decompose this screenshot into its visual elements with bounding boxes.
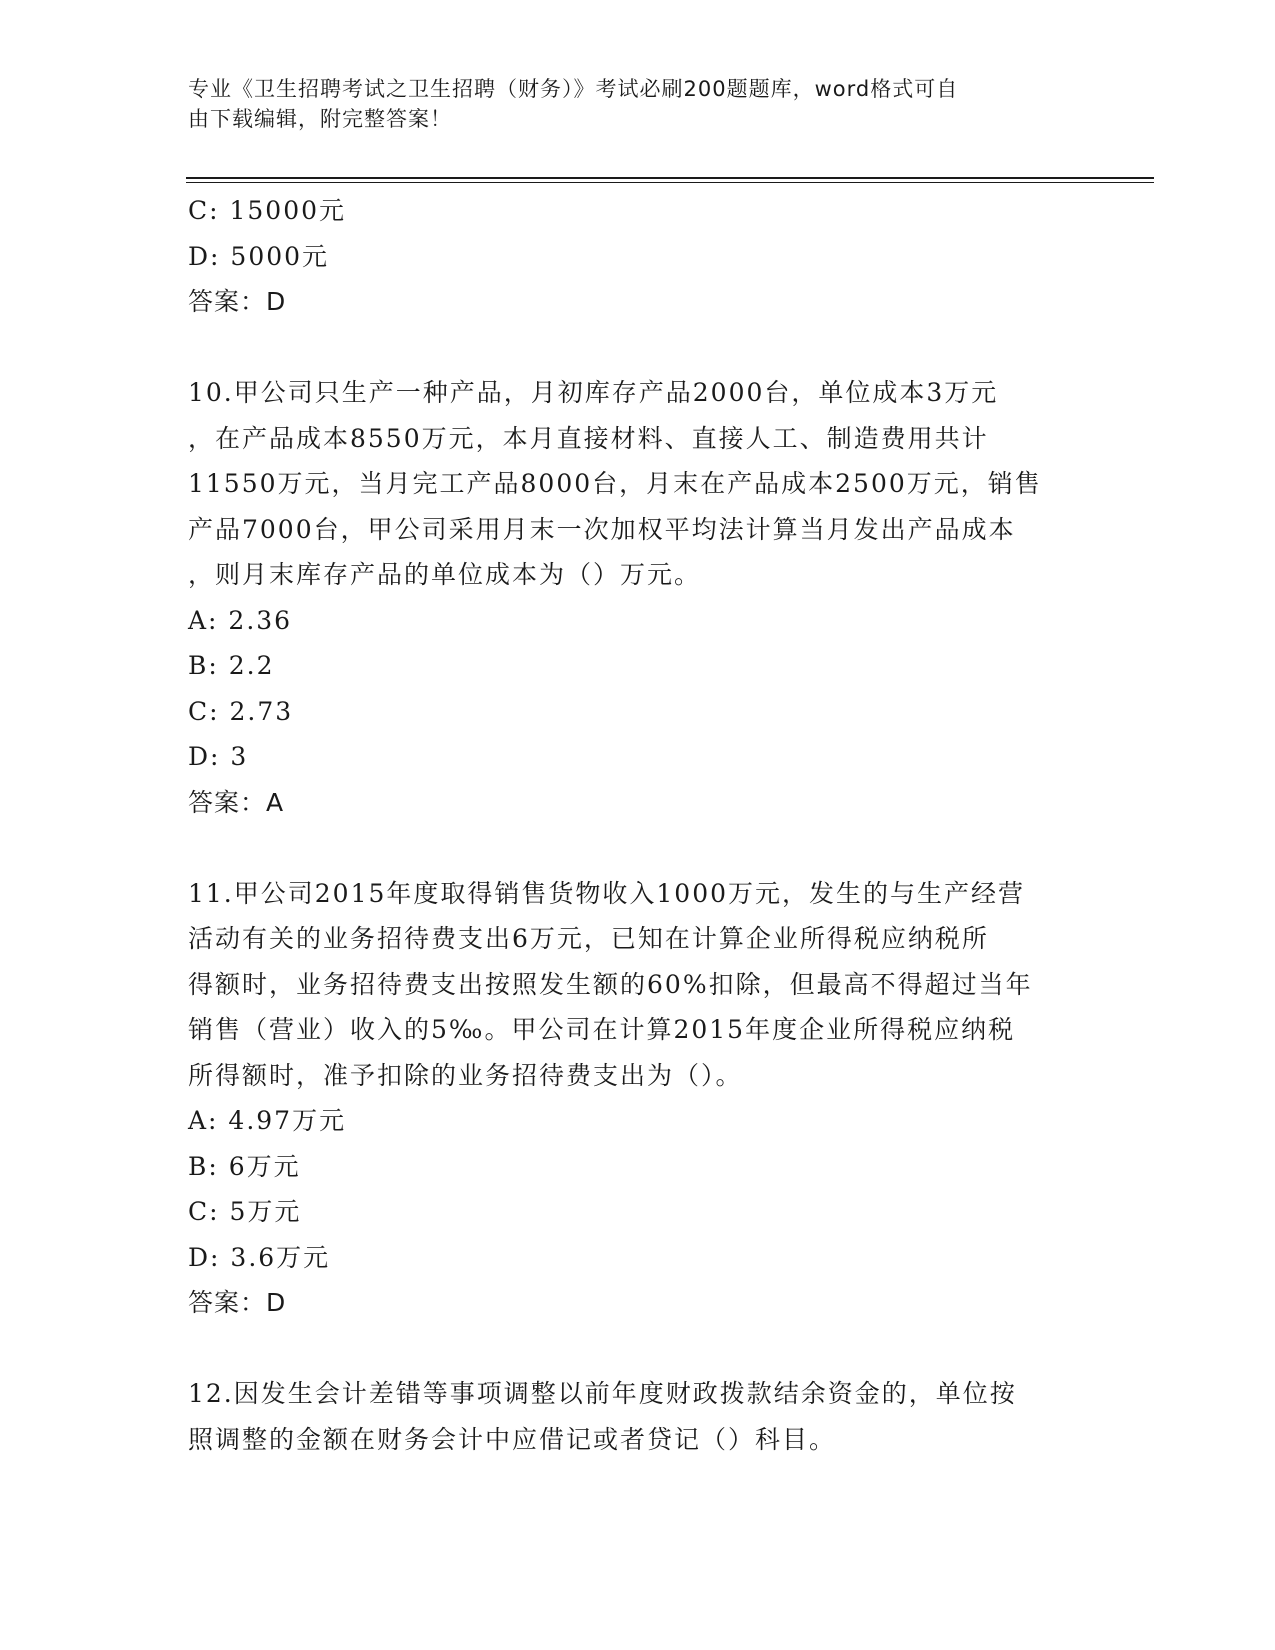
option-c: C: 2.73 [188,696,294,726]
option-c: C: 5万元 [188,1197,302,1226]
question-content [188,188,1088,1462]
answer-line: 答案：D [188,287,287,316]
question-text-line: 11.甲公司2015年度取得销售货物收入1000万元，发生的与生产经营 [188,878,1026,908]
answer-line: 答案：A [188,787,285,817]
page-header [188,74,1088,134]
header-line-1: 专业《卫生招聘考试之卫生招聘（财务）》考试必刷200题题库，word格式可自 [188,77,959,101]
question-block-11 [188,871,1088,1326]
question-text-line: ，在产品成本8550万元，本月直接材料、直接人工、制造费用共计 [188,423,989,453]
option-b: B: 2.2 [188,651,275,680]
question-text-line: ，则月末库存产品的单位成本为（）万元。 [188,560,702,589]
question-text-line: 活动有关的业务招待费支出6万元，已知在计算企业所得税应纳税所 [188,924,989,953]
question-block-10 [188,370,1088,825]
question-text-line: 10.甲公司只生产一种产品，月初库存产品2000台，单位成本3万元 [188,378,999,407]
block-spacer [188,325,1088,371]
option-a: A: 2.36 [188,605,293,635]
question-text-line: 产品7000台，甲公司采用月末一次加权平均法计算当月发出产品成本 [188,514,1016,544]
option-a: A: 4.97万元 [188,1106,347,1135]
question-text-line: 12.因发生会计差错等事项调整以前年度财政拨款结余资金的，单位按 [188,1379,1017,1408]
question-text-line: 销售（营业）收入的5‰。甲公司在计算2015年度企业所得税应纳税 [188,1015,1016,1044]
question-text-line: 照调整的金额在财务会计中应借记或者贷记（）科目。 [188,1424,837,1454]
question-text-line: 11550万元，当月完工产品8000台，月末在产品成本2500万元，销售 [188,469,1042,498]
answer-line: 答案：D [188,1288,287,1317]
block-spacer [188,1326,1088,1372]
question-text-line: 得额时，业务招待费支出按照发生额的60%扣除，但最高不得超过当年 [188,969,1033,999]
header-line-2: 由下载编辑，附完整答案！ [188,107,452,131]
header-divider-thin [186,182,1154,183]
block-spacer [188,825,1088,871]
option-d: D: 3 [188,742,249,771]
option-d: D: 3.6万元 [188,1242,331,1272]
header-divider-thick [186,177,1154,179]
option-c: C: 15000元 [188,196,347,225]
question-text-line: 所得额时，准予扣除的业务招待费支出为（）。 [188,1060,743,1090]
question-block-9 [188,188,1088,325]
option-d: D: 5000元 [188,241,330,271]
option-b: B: 6万元 [188,1151,301,1181]
question-block-12 [188,1371,1088,1462]
